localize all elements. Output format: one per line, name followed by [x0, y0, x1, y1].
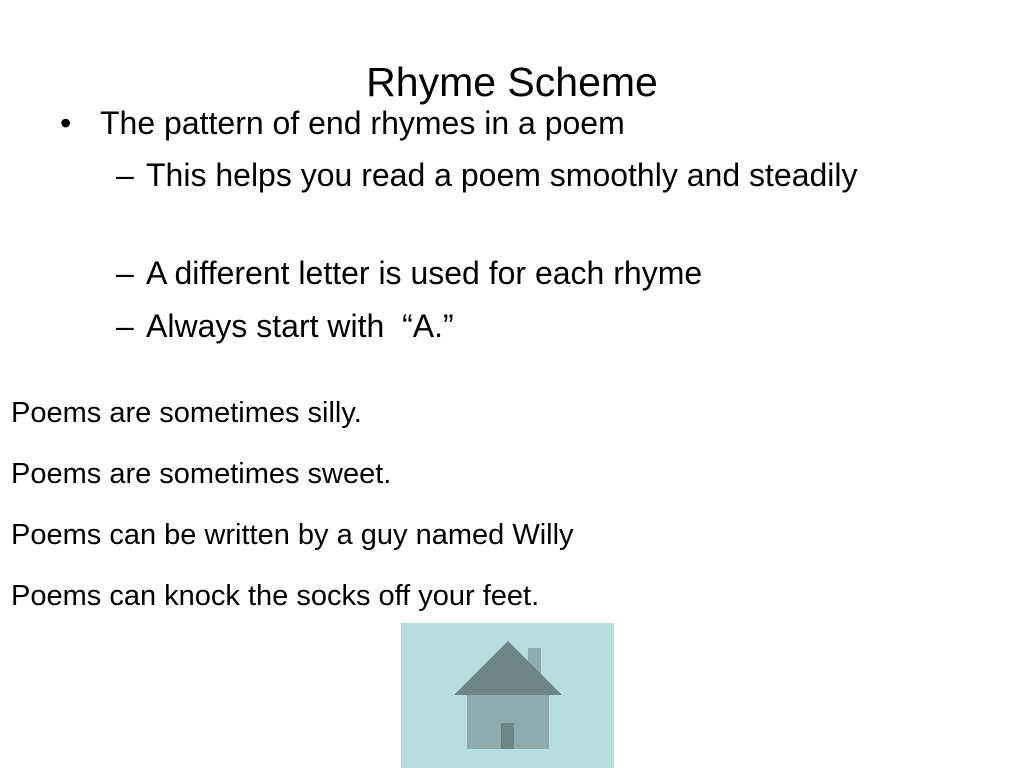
poem-line-2: Poems are sometimes sweet. — [11, 458, 392, 490]
poem-line-4: Poems can knock the socks off your feet. — [11, 580, 540, 612]
bullet-item — [60, 103, 625, 143]
sub-item-smoothly — [116, 155, 876, 195]
house-roof — [454, 641, 562, 695]
poem-line-1: Poems are sometimes silly. — [11, 397, 362, 429]
sub-item-text: This helps you read a poem smoothly and steadily — [146, 157, 858, 193]
sub-item-text: A different letter is used for each rhyme — [146, 255, 703, 291]
sub-item-marker: – — [116, 157, 134, 193]
sub-item-text: Always start with “A.” — [146, 308, 454, 344]
sub-item-different-letter — [116, 253, 876, 293]
sub-item-marker: – — [116, 308, 134, 344]
sub-item-marker: – — [116, 255, 134, 291]
bullet-list — [0, 0, 1024, 360]
slide-title: Rhyme Scheme — [366, 59, 658, 105]
bullet-text: The pattern of end rhymes in a poem — [100, 105, 625, 141]
house-icon — [401, 623, 614, 768]
home-button[interactable] — [401, 623, 614, 768]
sub-item-start-with-a — [116, 306, 876, 346]
bullet-marker: • — [60, 105, 72, 141]
poem-line-3: Poems can be written by a guy named Willy — [11, 519, 574, 551]
house-door — [501, 723, 514, 749]
